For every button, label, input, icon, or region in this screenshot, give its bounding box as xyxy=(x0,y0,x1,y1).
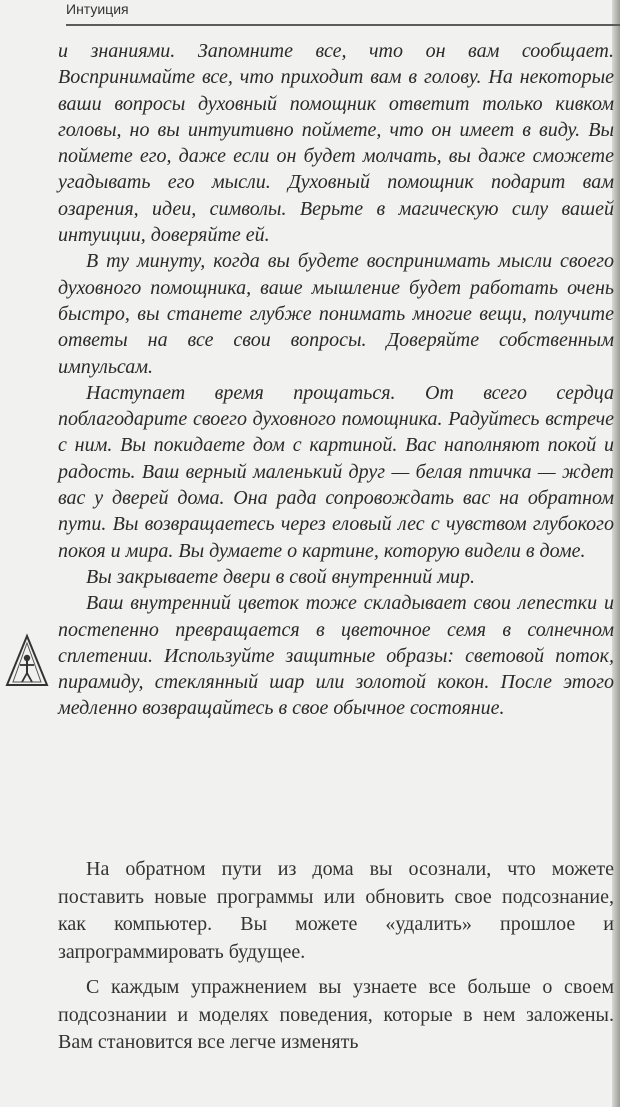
italic-paragraph-2: В ту минуту, когда вы будете воспринимать мысли своего духовного помощника, ваше мышление будет работать очень быстро, вы станете глубже понимать многие вещи, получите ответы на все свои вопросы. Доверяйте собственным импульсам. xyxy=(58,250,614,378)
running-header xyxy=(66,0,620,26)
plain-text-block xyxy=(58,856,614,1057)
pyramid-figure-icon xyxy=(4,633,50,689)
italic-text-block xyxy=(58,38,614,722)
italic-paragraph-5: Ваш внутренний цветок тоже складывает свои лепестки и постепенно превращается в цветочное семя в солнечном сплетении. Используйте защитные образы: световой поток, пирамиду, стеклянный шар или золотой кокон. После этого медленно возвращайтесь в свое обычное состояние. xyxy=(58,592,614,720)
italic-paragraph-3: Наступает время прощаться. От всего сердца поблагодарите своего духовного помощника. Радуйтесь встрече с ним. Вы покидаете дом с картиной. Вас наполняют покой и радость. Ваш верный маленький друг — белая птичка — ждет вас у дверей дома. Она рада сопровождать вас на обратном пути. Вы возвращаетесь через еловый лес с чувством глубокого покоя и мира. Вы думаете о картине, которую видели в доме. xyxy=(58,381,614,562)
italic-paragraph-1: и знаниями. Запомните все, что он вам сообщает. Воспринимайте все, что приходит вам в голову. На некоторые ваши вопросы духовный помощник ответит только кивком головы, но вы интуитивно поймете, что он имеет в виду. Вы поймете его, даже если он будет молчать, вы даже сможете угадывать его мысли. Духовный помощник подарит вам озарения, идеи, символы. Верьте в магическую силу вашей интуиции, доверяйте ей. xyxy=(58,40,614,247)
plain-paragraph-1: На обратном пути из дома вы осознали, что можете поставить новые программы или обновить свое подсознание, как компьютер. Вы можете «удалить» прошлое и запрограммировать будущее. xyxy=(58,858,614,963)
italic-paragraph-4: Вы закрываете двери в свой внутренний мир. xyxy=(86,565,476,588)
plain-paragraph-2: С каждым упражнением вы узнаете все больше о своем подсознании и моделях поведения, которые в нем заложены. Вам становится все легче изменять xyxy=(58,976,614,1053)
header-title: Интуиция xyxy=(66,1,129,17)
